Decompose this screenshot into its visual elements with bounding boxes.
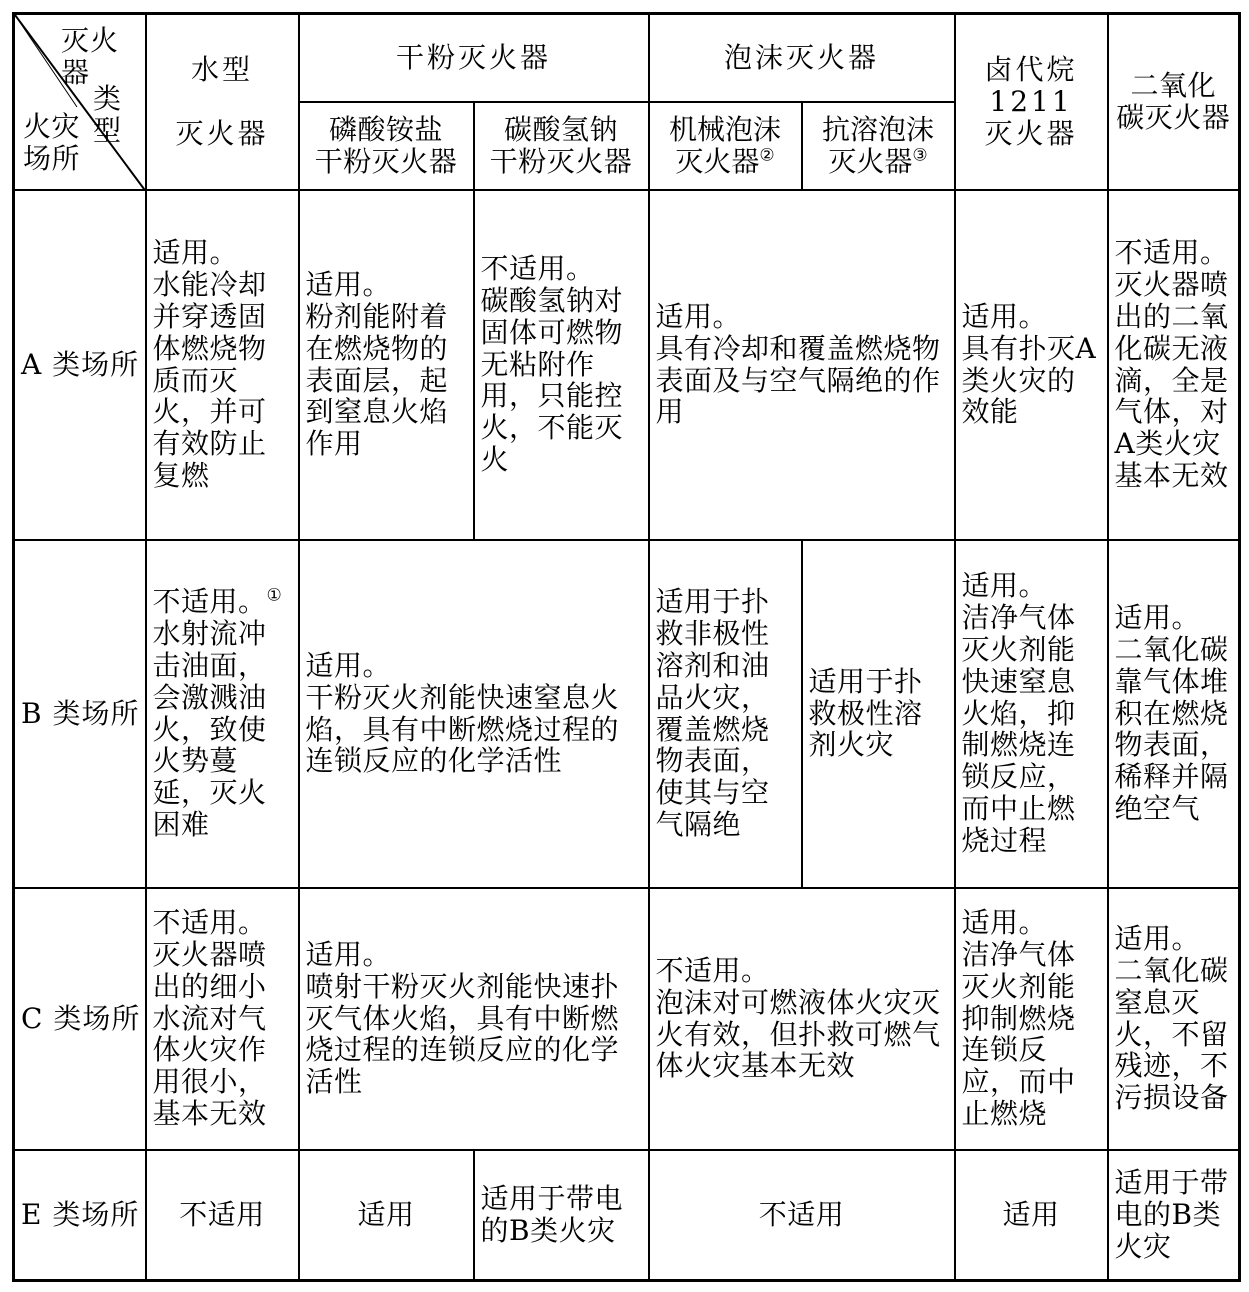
cell-a-co2 (1108, 190, 1240, 540)
cell-c-halon-text: 适用。 洁净气体灭火剂能抑制燃烧连锁反应，而中止燃烧 (961, 905, 1076, 1131)
footnote-marker-1: ① (266, 585, 283, 606)
cell-b-water-text: 不适用。① 水射流冲击油面，会激溅油火，致使火势蔓延，灭火困难 (152, 584, 283, 842)
cell-b-water (146, 540, 299, 888)
cell-e-bicarbonate-text: 适用于带电的B类火灾 (480, 1181, 624, 1247)
cell-c-water-text: 不适用。 灭火器喷出的细小水流对气体火灾作用很小，基本无效 (152, 905, 267, 1131)
cell-e-ammonium-text: 适用 (357, 1197, 415, 1231)
cell-a-halon-text: 适用。 具有扑灭A类火灾的效能 (961, 299, 1097, 429)
cell-a-halon (955, 190, 1108, 540)
header-halon-text: 卤代烷 1211 灭火器 (984, 52, 1078, 150)
cell-a-foam (649, 190, 955, 540)
header-foam (649, 14, 955, 102)
cell-c-foam (649, 888, 955, 1150)
cell-e-co2-text: 适用于带电的B类火灾 (1114, 1165, 1229, 1263)
cell-b-co2-text: 适用。 二氧化碳靠气体堆积在燃烧物表面，稀释并隔绝空气 (1114, 600, 1229, 826)
header-dry-powder-text: 干粉灭火器 (396, 40, 552, 74)
header-foam-text: 泡沫灭火器 (724, 40, 880, 74)
cell-b-halon-text: 适用。 洁净气体灭火剂能快速窒息火焰，抑制燃烧连锁反应，而中止燃烧过程 (961, 568, 1076, 858)
cell-c-co2 (1108, 888, 1240, 1150)
extinguisher-table-container (12, 12, 1238, 1279)
cell-b-halon (955, 540, 1108, 888)
subheader-ammonium-text: 磷酸铵盐 干粉灭火器 (314, 112, 458, 178)
row-class-b (14, 540, 1240, 888)
row-class-a (14, 190, 1240, 540)
cell-a-water-text: 适用。 水能冷却并穿透固体燃烧物质而灭火，并可有效防止复燃 (152, 235, 267, 493)
cell-c-foam-text: 不适用。 泡沫对可燃液体火灾灭火有效，但扑救可燃气体火灾基本无效 (655, 953, 941, 1083)
cell-e-halon-text: 适用 (1002, 1197, 1060, 1231)
cell-b-mechanical-foam (649, 540, 802, 888)
header-co2 (1108, 14, 1240, 190)
row-label-b: B 类场所 (14, 540, 146, 888)
cell-b-ar-foam-text: 适用于扑救极性溶剂火灾 (808, 664, 923, 762)
cell-a-ammonium-text: 适用。 粉剂能附着在燃烧物的表面层，起到窒息火焰作用 (305, 267, 449, 461)
subheader-mech-foam-text: 机械泡沫 灭火器 (669, 112, 782, 178)
subheader-sodium-bicarbonate (474, 102, 649, 190)
row-class-c (14, 888, 1240, 1150)
subheader-mechanical-foam (649, 102, 802, 190)
cell-a-ammonium (299, 190, 474, 540)
cell-c-dry-powder (299, 888, 649, 1150)
cell-e-water (146, 1150, 299, 1281)
diagonal-type-label-top: 灭火器 (61, 24, 120, 89)
cell-e-foam (649, 1150, 955, 1281)
subheader-ar-foam-text: 抗溶泡沫 灭火器 (822, 112, 935, 178)
diagonal-header-cell (14, 14, 146, 190)
row-label-c: C 类场所 (14, 888, 146, 1150)
diagonal-type-label-bottom: 类型 (93, 82, 123, 147)
cell-e-foam-text: 不适用 (758, 1197, 845, 1231)
cell-e-bicarbonate (474, 1150, 649, 1281)
row-class-e (14, 1150, 1240, 1281)
cell-b-dry-powder (299, 540, 649, 888)
header-water-extinguisher (146, 14, 299, 190)
cell-a-co2-text: 不适用。 灭火器喷出的二氧化碳无液滴，全是气体，对A类火灾基本无效 (1114, 235, 1229, 493)
header-row-1 (14, 14, 1240, 102)
footnote-marker-3: ③ (912, 145, 928, 166)
cell-c-halon (955, 888, 1108, 1150)
cell-e-water-text: 不适用 (179, 1197, 265, 1231)
cell-a-water (146, 190, 299, 540)
cell-a-bicarbonate (474, 190, 649, 540)
cell-b-mech-foam-text: 适用于扑救非极性溶剂和油品火灾，覆盖燃烧物表面，使其与空气隔绝 (655, 584, 770, 842)
cell-e-ammonium (299, 1150, 474, 1281)
subheader-bicarbonate-text: 碳酸氢钠 干粉灭火器 (489, 112, 633, 178)
header-water-text: 水型 灭火器 (175, 52, 269, 150)
subheader-ammonium-phosphate (299, 102, 474, 190)
extinguisher-selection-table (12, 12, 1241, 1282)
cell-c-dry-powder-text: 适用。 喷射干粉灭火剂能快速扑灭气体火焰，具有中断燃烧过程的连锁反应的化学活性 (305, 937, 620, 1099)
cell-e-co2 (1108, 1150, 1240, 1281)
diagonal-place-label: 火灾 场所 (23, 110, 81, 176)
cell-b-dry-powder-text: 适用。 干粉灭火剂能快速窒息火焰，具有中断燃烧过程的连锁反应的化学活性 (305, 648, 620, 778)
row-label-e: E 类场所 (14, 1150, 146, 1281)
header-dry-powder (299, 14, 649, 102)
header-co2-text: 二氧化 碳灭火器 (1116, 68, 1231, 134)
cell-e-halon (955, 1150, 1108, 1281)
header-halon-1211 (955, 14, 1108, 190)
cell-a-bicarbonate-text: 不适用。 碳酸氢钠对固体可燃物无粘附作用，只能控火，不能灭火 (480, 251, 624, 477)
row-label-a: A 类场所 (14, 190, 146, 540)
footnote-marker-2: ② (759, 145, 775, 166)
cell-c-water (146, 888, 299, 1150)
cell-c-co2-text: 适用。 二氧化碳窒息灭火，不留残迹，不污损设备 (1114, 921, 1229, 1115)
cell-b-co2 (1108, 540, 1240, 888)
cell-a-foam-text: 适用。 具有冷却和覆盖燃烧物表面及与空气隔绝的作用 (655, 299, 941, 429)
subheader-alcohol-resistant-foam (802, 102, 955, 190)
cell-b-alcohol-resistant-foam (802, 540, 955, 888)
